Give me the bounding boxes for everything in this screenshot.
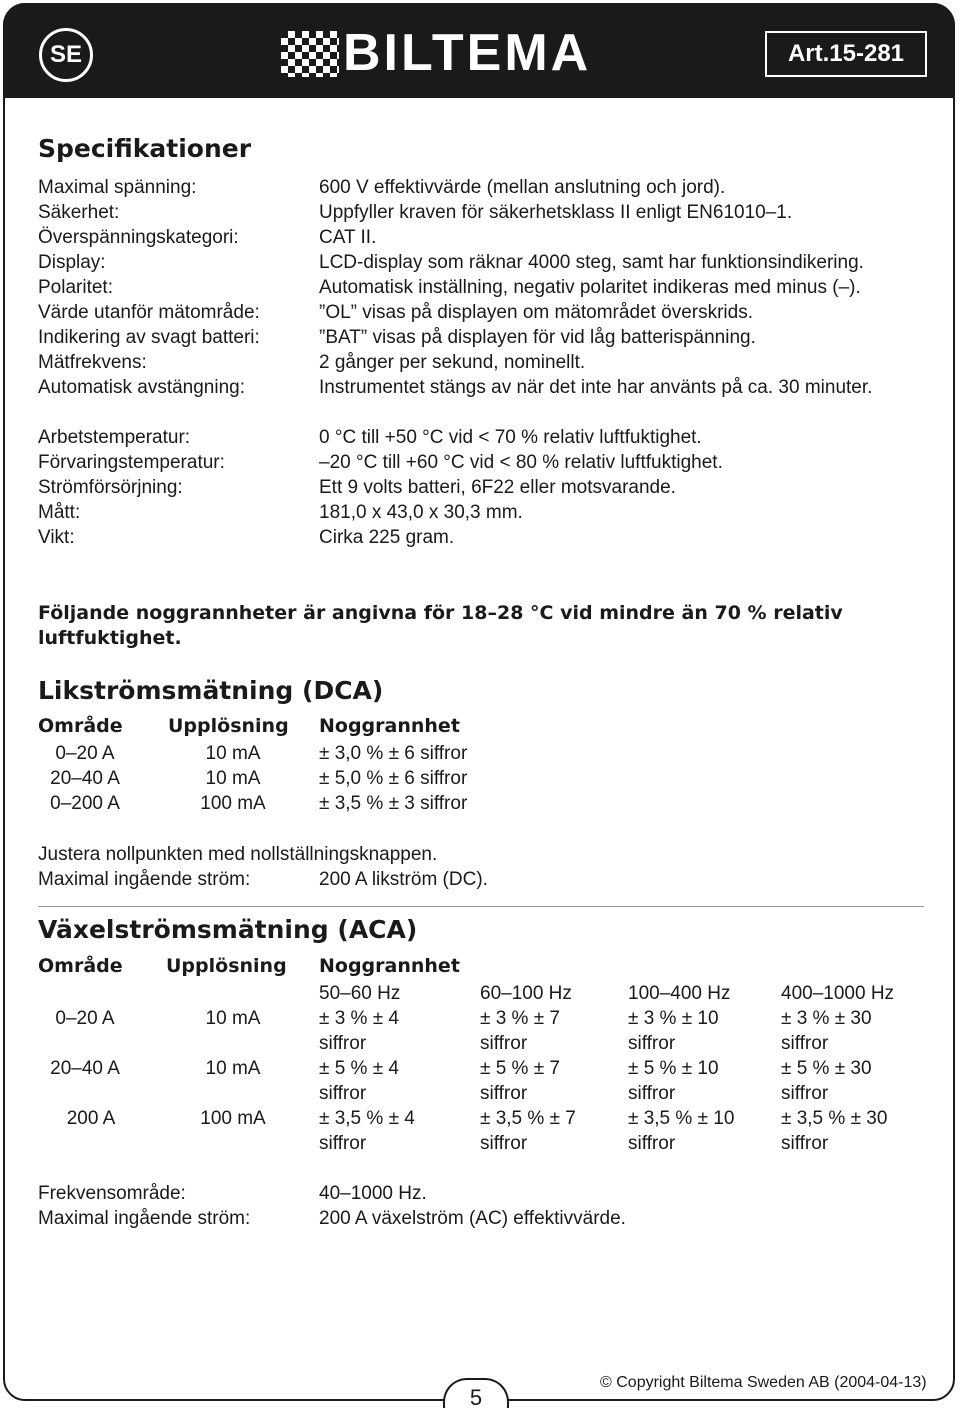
specs-title: Specifikationer xyxy=(38,134,252,163)
article-number: Art.15-281 xyxy=(765,31,927,77)
table-cell: ± 3,5 % ± 30 siffror xyxy=(781,1108,888,1154)
freq-range-value: 40–1000 Hz. xyxy=(319,1183,427,1204)
freq-header: 100–400 Hz xyxy=(628,983,731,1004)
table-cell: 10 mA xyxy=(205,1058,261,1079)
table-cell: ± 3 % ± 4 siffror xyxy=(319,1008,399,1054)
spec-value: Automatisk inställning, negativ polaritet indikeras med minus (–). xyxy=(319,277,861,298)
spec-label: Överspänningskategori: xyxy=(38,227,239,248)
aca-title: Växelströmsmätning (ACA) xyxy=(38,915,418,944)
table-cell: ± 5,0 % ± 6 siffror xyxy=(319,768,468,789)
table-cell: ± 3 % ± 10 siffror xyxy=(628,1008,719,1054)
table-cell: ± 3,5 % ± 4 siffror xyxy=(319,1108,415,1154)
biltema-logo xyxy=(281,24,681,82)
zero-adjust-note: Justera nollpunkten med nollställningsknappen. xyxy=(38,844,438,865)
table-cell: ± 3,0 % ± 6 siffror xyxy=(319,743,468,764)
spec-label: Mätfrekvens: xyxy=(38,352,147,373)
spec-label: Indikering av svagt batteri: xyxy=(38,327,260,348)
table-cell: ± 5 % ± 30 siffror xyxy=(781,1058,872,1104)
aca-max-input-value: 200 A växelström (AC) effektivvärde. xyxy=(319,1208,626,1229)
spec-label: Arbetstemperatur: xyxy=(38,427,191,448)
page-number: 5 xyxy=(443,1378,509,1408)
spec-value: Uppfyller kraven för säkerhetsklass II enligt EN61010–1. xyxy=(319,202,793,223)
spec-label: Maximal spänning: xyxy=(38,177,197,198)
copyright: © Copyright Biltema Sweden AB (2004-04-13) xyxy=(600,1374,927,1391)
aca-header-accuracy: Noggrannhet xyxy=(319,955,460,977)
dca-max-input-label: Maximal ingående ström: xyxy=(38,869,251,890)
spec-value: Cirka 225 gram. xyxy=(319,527,455,548)
spec-label: Polaritet: xyxy=(38,277,113,298)
table-cell: ± 5 % ± 10 siffror xyxy=(628,1058,719,1104)
checkered-flag-icon xyxy=(281,31,339,77)
language-badge: SE xyxy=(39,28,93,82)
table-cell: ± 3 % ± 30 siffror xyxy=(781,1008,872,1054)
spec-value: 181,0 x 43,0 x 30,3 mm. xyxy=(319,502,523,523)
table-cell: 0–20 A xyxy=(55,743,115,764)
freq-range-label: Frekvensområde: xyxy=(38,1183,186,1204)
spec-value: Instrumentet stängs av när det inte har använts på ca. 30 minuter. xyxy=(319,377,873,398)
spec-label: Automatisk avstängning: xyxy=(38,377,246,398)
spec-value: 600 V effektivvärde (mellan anslutning och jord). xyxy=(319,177,726,198)
dca-header-resolution: Upplösning xyxy=(168,715,289,737)
freq-header: 400–1000 Hz xyxy=(781,983,895,1004)
aca-header-range: Område xyxy=(38,955,123,977)
spec-label: Mått: xyxy=(38,502,81,523)
header-bar xyxy=(3,3,955,98)
freq-header: 50–60 Hz xyxy=(319,983,401,1004)
table-cell: 100 mA xyxy=(200,793,266,814)
spec-label: Vikt: xyxy=(38,527,75,548)
spec-label: Strömförsörjning: xyxy=(38,477,183,498)
table-cell: ± 5 % ± 4 siffror xyxy=(319,1058,399,1104)
dca-title: Likströmsmätning (DCA) xyxy=(38,676,384,705)
table-cell: ± 3,5 % ± 10 siffror xyxy=(628,1108,735,1154)
table-cell: 0–20 A xyxy=(55,1008,115,1029)
table-cell: 10 mA xyxy=(205,1008,261,1029)
section-divider xyxy=(38,906,924,907)
spec-value: ”BAT” visas på displayen för vid låg batterispänning. xyxy=(319,327,756,348)
dca-max-input-value: 200 A likström (DC). xyxy=(319,869,488,890)
freq-header: 60–100 Hz xyxy=(480,983,572,1004)
table-cell: 20–40 A xyxy=(50,1058,120,1079)
table-cell: 100 mA xyxy=(200,1108,266,1129)
dca-header-range: Område xyxy=(38,715,123,737)
spec-value: LCD-display som räknar 4000 steg, samt har funktionsindikering. xyxy=(319,252,864,273)
spec-label: Förvaringstemperatur: xyxy=(38,452,225,473)
table-cell: 200 A xyxy=(66,1108,116,1129)
spec-label: Värde utanför mätområde: xyxy=(38,302,260,323)
table-cell: ± 3,5 % ± 7 siffror xyxy=(480,1108,576,1154)
table-cell: 20–40 A xyxy=(50,768,120,789)
brand-name: BILTEMA xyxy=(343,24,592,82)
spec-value: ”OL” visas på displayen om mätområdet överskrids. xyxy=(319,302,753,323)
aca-header-resolution: Upplösning xyxy=(166,955,287,977)
spec-value: 2 gånger per sekund, nominellt. xyxy=(319,352,586,373)
table-cell: ± 5 % ± 7 siffror xyxy=(480,1058,560,1104)
spec-label: Säkerhet: xyxy=(38,202,120,223)
accuracy-note: Följande noggrannheter är angivna för 18–28 °C vid mindre än 70 % relativ luftfuktighet. xyxy=(38,602,843,649)
spec-value: –20 °C till +60 °C vid < 80 % relativ luftfuktighet. xyxy=(319,452,723,473)
dca-header-accuracy: Noggrannhet xyxy=(319,715,460,737)
table-cell: ± 3 % ± 7 siffror xyxy=(480,1008,560,1054)
table-cell: 0–200 A xyxy=(50,793,120,814)
table-cell: 10 mA xyxy=(205,768,261,789)
aca-max-input-label: Maximal ingående ström: xyxy=(38,1208,251,1229)
table-cell: 10 mA xyxy=(205,743,261,764)
table-cell: ± 3,5 % ± 3 siffror xyxy=(319,793,468,814)
spec-value: Ett 9 volts batteri, 6F22 eller motsvarande. xyxy=(319,477,676,498)
spec-label: Display: xyxy=(38,252,106,273)
spec-value: 0 °C till +50 °C vid < 70 % relativ luftfuktighet. xyxy=(319,427,702,448)
spec-value: CAT II. xyxy=(319,227,377,248)
